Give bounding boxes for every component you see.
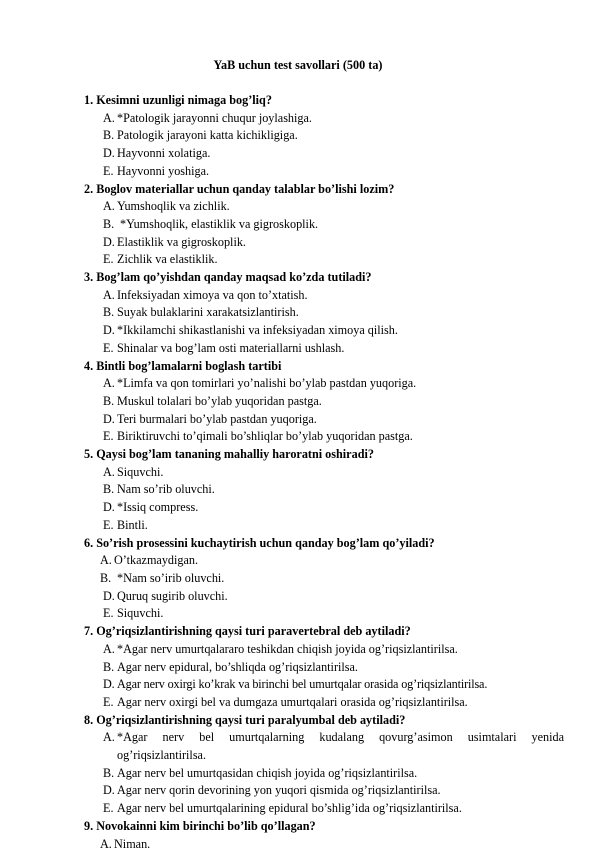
option-letter: A. [103,110,115,125]
option-text: *Limfa va qon tomirlari yo’nalishi bo’ylab pastdan yuqoriga. [117,376,417,391]
option-text: Bintli. [117,517,148,532]
option-text: Muskul tolalari bo’ylab yuqoridan pastga. [117,393,322,408]
option-b [84,304,564,322]
question-text: 8. Og’riqsizlantirishning qaysi turi paralyumbal deb aytiladi? [84,712,406,727]
question-2 [84,181,564,270]
option-text: *Issiq compress. [117,500,199,515]
option-e [84,605,564,623]
option-e [84,163,564,181]
option-letter: B. [103,659,115,674]
option-letter: D. [103,146,115,161]
option-text: Agar nerv qorin devorining yon yuqori qismida og’riqsizlantirilsa. [117,783,441,798]
option-letter: B. [103,216,115,231]
option-b [84,765,564,783]
option-text: Siquvchi. [117,464,164,479]
question-text: 6. So’rish prosessini kuchaytirish uchun qanday bog’lam qo’yiladi? [84,535,435,550]
option-d [84,322,564,340]
option-letter: A. [103,287,115,302]
option-letter: A. [100,836,112,851]
question-text: 4. Bintli bog’lamalarni boglash tartibi [84,358,282,373]
option-list [84,198,564,269]
option-b [84,393,564,411]
question-3 [84,269,564,358]
option-d [84,499,564,517]
option-letter: D. [103,500,115,515]
option-letter: B. [103,305,115,320]
option-letter: E. [103,252,114,267]
option-text: Elastiklik va gigroskoplik. [117,234,246,249]
option-list [84,552,564,623]
option-text: Siquvchi. [117,606,164,621]
option-letter: E. [103,163,114,178]
option-list [84,729,564,818]
option-text: *Patologik jarayonni chuqur joylashiga. [117,110,312,125]
option-letter: D. [103,411,115,426]
option-text: *Agar nerv bel umurtqalarning kudalang qovurg’asimon usimtalari yenida og’riqsizlantirilsa. [117,730,564,763]
option-list [84,836,564,853]
option-letter: E. [103,517,114,532]
option-text: Yumshoqlik va zichlik. [117,199,230,214]
option-letter: A. [103,641,115,656]
option-text: Suyak bulaklarini xarakatsizlantirish. [117,305,299,320]
option-letter: D. [103,783,115,798]
option-text: *Yumshoqlik, elastiklik va gigroskoplik. [117,216,319,231]
option-letter: E. [103,694,114,709]
option-e [84,428,564,446]
question-7 [84,623,564,712]
question-text: 7. Og’riqsizlantirishning qaysi turi paravertebral deb aytiladi? [84,624,411,639]
option-letter: E. [103,606,114,621]
option-a [84,729,564,764]
option-e [84,251,564,269]
question-1 [84,92,564,181]
option-text: Niman. [114,836,151,851]
option-a [84,198,564,216]
question-6 [84,535,564,624]
option-d [84,234,564,252]
option-d [84,145,564,163]
option-letter: E. [103,801,114,816]
question-5 [84,446,564,535]
option-letter: B. [103,482,115,497]
option-text: Nam so’rib oluvchi. [117,482,215,497]
option-letter: A. [100,553,112,568]
option-e [84,800,564,818]
question-text: 1. Kesimni uzunligi nimaga bog’liq? [84,93,272,107]
option-text: O’tkazmaydigan. [114,553,199,568]
option-list [84,110,564,181]
option-d [84,676,564,694]
option-text: Quruq sugirib oluvchi. [117,588,228,603]
option-letter: D. [103,234,115,249]
option-list [84,464,564,535]
option-list [84,641,564,712]
option-letter: E. [103,340,114,355]
option-letter: A. [103,730,115,745]
option-letter: E. [103,429,114,444]
option-e [84,340,564,358]
question-4 [84,358,564,447]
option-text: Agar nerv epidural, bo’shliqda og’riqsizlantirilsa. [117,659,358,674]
option-text: Infeksiyadan ximoya va qon to’xtatish. [117,287,308,302]
option-text: Biriktiruvchi to’qimali bo’shliqlar bo’ylab yuqoridan pastga. [117,429,413,444]
option-text: *Agar nerv umurtqalararo teshikdan chiqish joyida og’riqsizlantirilsa. [117,641,458,656]
option-e [84,694,564,712]
option-letter: A. [103,464,115,479]
option-d [84,588,564,606]
option-a [84,836,564,853]
option-b [84,570,564,588]
option-d [84,782,564,800]
option-a [84,641,564,659]
option-text: Agar nerv oxirgi bel va dumgaza umurtqalari orasida og’riqsizlantirilsa. [117,694,468,709]
question-8 [84,712,564,818]
question-text: 2. Boglov materiallar uchun qanday talablar bo’lishi lozim? [84,181,395,196]
option-letter: A. [103,376,115,391]
option-list [84,375,564,446]
option-text: *Ikkilamchi shikastlanishi va infeksiyadan ximoya qilish. [117,323,398,338]
option-letter: A. [103,199,115,214]
option-text: *Nam so’irib oluvchi. [114,570,225,585]
option-letter: B. [103,765,115,780]
option-letter: D. [103,588,115,603]
option-letter: B. [103,128,115,143]
option-text: Agar nerv oxirgi ko’krak va birinchi bel umurtqalar orasida og’riqsizlantirilsa. [117,677,488,692]
option-a [84,375,564,393]
option-b [84,659,564,677]
question-list [84,92,564,853]
option-text: Shinalar va bog’lam osti materiallarni ushlash. [117,340,345,355]
option-a [84,110,564,128]
option-letter: B. [103,393,115,408]
question-9 [84,818,564,853]
question-text: 5. Qaysi bog’lam tananing mahalliy haroratni oshiradi? [84,447,374,462]
question-text: 3. Bog’lam qo’yishdan qanday maqsad ko’zda tutiladi? [84,270,372,285]
question-text: 9. Novokainni kim birinchi bo’lib qo’llagan? [84,818,316,833]
option-letter: B. [100,570,112,585]
option-a [84,287,564,305]
option-letter: D. [103,323,115,338]
option-text: Patologik jarayoni katta kichikligiga. [117,128,298,143]
option-letter: D. [103,677,115,692]
option-text: Agar nerv bel umurtqasidan chiqish joyida og’riqsizlantirilsa. [117,765,418,780]
option-text: Zichlik va elastiklik. [117,252,218,267]
option-text: Teri burmalari bo’ylab pastdan yuqoriga. [117,411,317,426]
option-b [84,127,564,145]
option-e [84,517,564,535]
option-a [84,552,564,570]
option-a [84,464,564,482]
option-b [84,216,564,234]
option-d [84,411,564,429]
document-title: YaB uchun test savollari (500 ta) [213,58,383,72]
option-list [84,287,564,358]
option-text: Agar nerv bel umurtqalarining epidural bo’shlig’ida og’riqsizlantirilsa. [117,801,462,816]
option-b [84,481,564,499]
option-text: Hayvonni yoshiga. [117,163,210,178]
option-text: Hayvonni xolatiga. [117,146,211,161]
